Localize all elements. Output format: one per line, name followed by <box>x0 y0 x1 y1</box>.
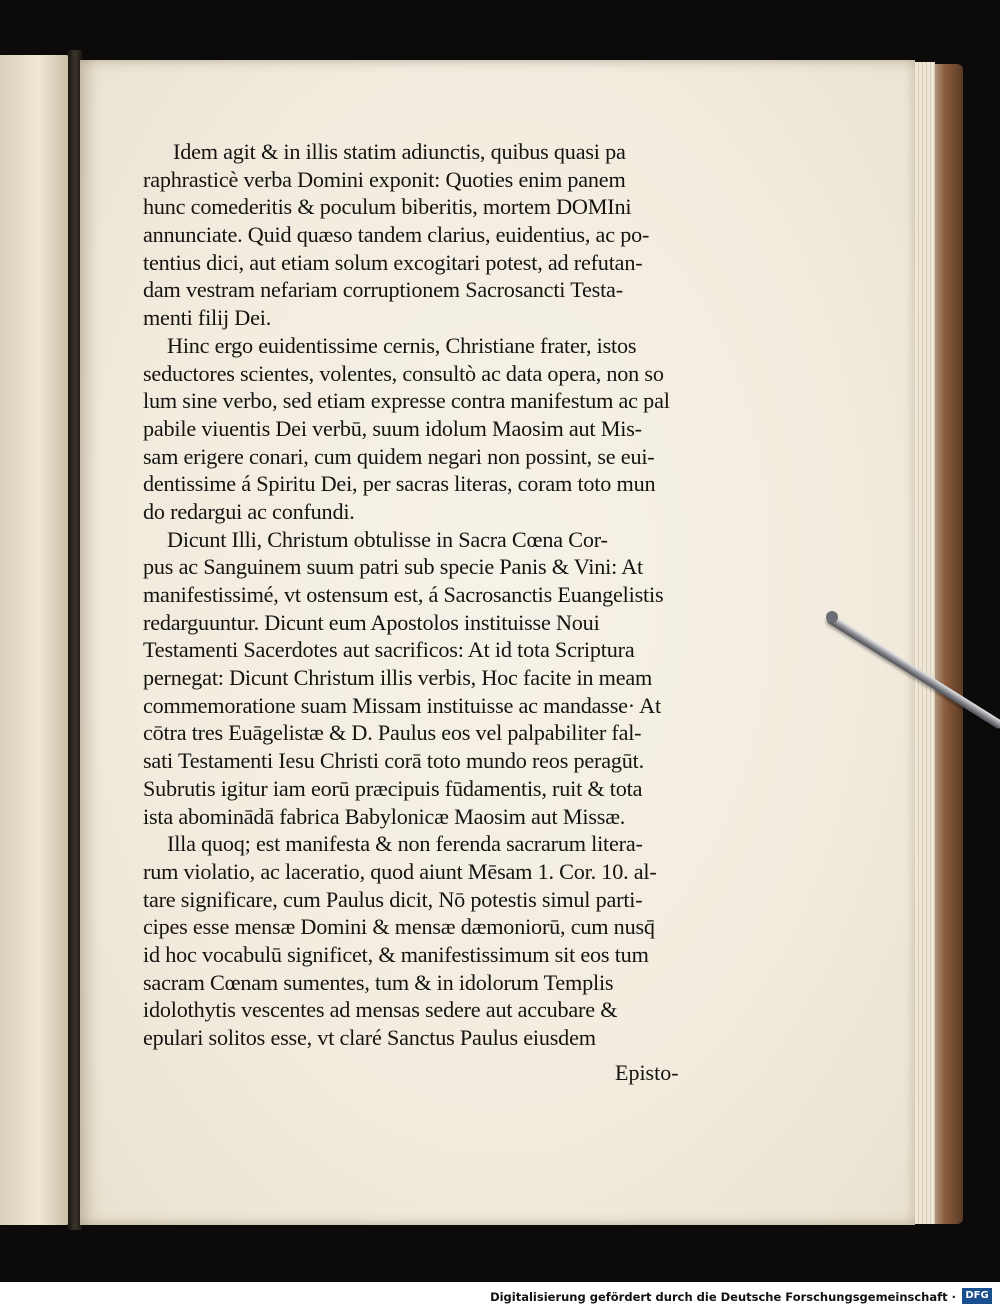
text-line: menti filij Dei. <box>143 305 272 331</box>
pointer-tip <box>826 611 838 623</box>
text-line: lum sine verbo, sed etiam expresse contra manifestum ac pal <box>143 388 670 414</box>
text-line: sam erigere conari, cum quidem negari non possint, se eui- <box>143 443 655 469</box>
page-text <box>143 138 718 1052</box>
previous-page-edge <box>0 55 70 1225</box>
funding-credit: Digitalisierung gefördert durch die Deutsche Forschungsgemeinschaft · <box>490 1290 956 1304</box>
text-line: Hinc ergo euidentissime cernis, Christiane frater, istos <box>167 332 637 358</box>
text-line: Dicunt Illi, Christum obtulisse in Sacra Cœna Cor- <box>167 526 608 552</box>
text-line: id hoc vocabulū significet, & manifestissimum sit eos tum <box>143 941 649 967</box>
text-line: Testamenti Sacerdotes aut sacrificos: At id tota Scriptura <box>143 637 635 663</box>
text-line: do redargui ac confundi. <box>143 498 355 524</box>
text-line: dentissime á Spiritu Dei, per sacras literas, coram toto mun <box>143 471 656 497</box>
text-line: commemoratione suam Missam instituisse ac mandasse· At <box>143 692 661 718</box>
text-line: seductores scientes, volentes, consultò ac data opera, non so <box>143 360 664 386</box>
footer-bar <box>0 1282 1000 1310</box>
text-line: manifestissimé, vt ostensum est, á Sacrosanctis Euangelistis <box>143 582 664 607</box>
text-line: pabile viuentis Dei verbū, suum idolum Maosim aut Mis- <box>143 415 642 441</box>
text-line: redarguuntur. Dicunt eum Apostolos instituisse Noui <box>143 609 600 635</box>
text-line: sacram Cœnam sumentes, tum & in idolorum Templis <box>143 969 614 995</box>
text-line: tentius dici, aut etiam solum excogitari potest, ad refutan- <box>143 249 643 275</box>
text-line: rum violatio, ac laceratio, quod aiunt Mēsam 1. Cor. 10. al- <box>143 858 657 884</box>
text-line: sati Testamenti Iesu Christi corā toto mundo reos peragūt. <box>143 748 644 774</box>
text-line: ista abominādā fabrica Babylonicæ Maosim aut Missæ. <box>143 803 626 829</box>
text-line: Idem agit & in illis statim adiunctis, quibus quasi pa <box>173 139 626 164</box>
catchword: Episto- <box>615 1060 679 1085</box>
text-line: Subrutis igitur iam eorū præcipuis fūdamentis, ruit & tota <box>143 775 643 801</box>
text-line: idolothytis vescentes ad mensas sedere aut accubare & <box>143 997 618 1023</box>
text-line: annunciate. Quid quæso tandem clarius, euidentius, ac po- <box>143 222 650 248</box>
text-line: hunc comederitis & poculum biberitis, mortem DOMIni <box>143 194 632 220</box>
text-line: cipes esse mensæ Domini & mensæ dæmoniorū, cum nusq̄ <box>143 914 655 940</box>
text-line: raphrasticè verba Domini exponit: Quoties enim panem <box>143 166 626 192</box>
dfg-logo: DFG <box>962 1288 992 1304</box>
text-line: epulari solitos esse, vt claré Sanctus Paulus eiusdem <box>143 1025 596 1050</box>
text-line: dam vestram nefariam corruptionem Sacrosancti Testa- <box>143 277 623 303</box>
text-line: cōtra tres Euāgelistæ & D. Paulus eos vel palpabiliter fal- <box>143 720 642 746</box>
text-line: pus ac Sanguinem suum patri sub specie Panis & Vini: At <box>143 554 643 580</box>
text-line: pernegat: Dicunt Christum illis verbis, Hoc facite in meam <box>143 665 653 691</box>
text-line: tare significare, cum Paulus dicit, Nō potestis simul parti- <box>143 886 643 912</box>
text-line: Illa quoq; est manifesta & non ferenda sacrarum litera- <box>167 831 643 857</box>
book-page <box>80 60 915 1225</box>
